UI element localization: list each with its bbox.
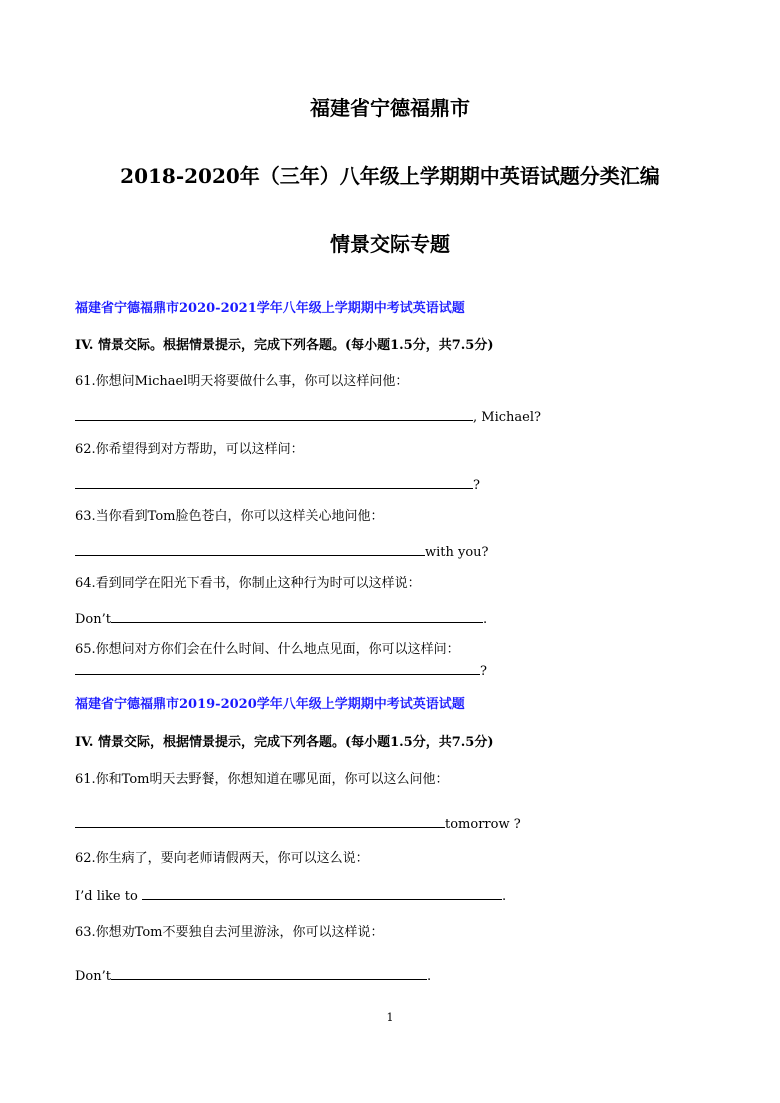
s1-q64-blank[interactable] xyxy=(111,609,483,623)
s1-q65-blank[interactable] xyxy=(75,661,480,675)
s1-q65-answer-line xyxy=(75,661,487,681)
s1-q62-answer-line xyxy=(75,475,480,495)
s2-q62-suffix: . xyxy=(501,889,507,904)
s2-q61-blank[interactable] xyxy=(75,814,445,828)
s2-q63-answer-line xyxy=(75,966,431,986)
s1-q64-prompt: 64.看到同学在阳光下看书，你制止这种行为时可以这样说： xyxy=(75,576,421,591)
s2-q63-prefix: Don’t xyxy=(75,969,111,984)
s2-q62-prefix: I’d like to xyxy=(75,889,142,904)
s2-q63-suffix: . xyxy=(426,969,432,984)
s2-q61-suffix: tomorrow ? xyxy=(445,817,521,832)
s1-q61-blank[interactable] xyxy=(75,407,473,421)
s1-q61-prompt: 61.你想问Michael明天将要做什么事，你可以这样问他： xyxy=(75,374,409,389)
s1-q64-suffix: . xyxy=(482,612,488,627)
s1-q62-blank[interactable] xyxy=(75,475,473,489)
s1-q61-suffix: , Michael? xyxy=(473,410,541,425)
s1-q63-answer-line xyxy=(75,542,489,562)
s2-q63-prompt: 63.你想劝Tom不要独自去河里游泳，你可以这样说： xyxy=(75,925,384,940)
section-1-instruction: IV. 情景交际。根据情景提示，完成下列各题。(每小题1.5分，共7.5分) xyxy=(75,338,494,353)
s1-q65-prompt: 65.你想问对方你们会在什么时间、什么地点见面，你可以这样问： xyxy=(75,642,460,657)
page-number: 1 xyxy=(386,1011,394,1024)
s2-q62-blank[interactable] xyxy=(142,886,502,900)
section-2-instruction: IV. 情景交际，根据情景提示，完成下列各题。(每小题1.5分，共7.5分) xyxy=(75,735,494,750)
s2-q63-blank[interactable] xyxy=(111,966,427,980)
s1-q62-suffix: ? xyxy=(473,478,480,493)
section-1-title: 福建省宁德福鼎市2020-2021学年八年级上学期期中考试英语试题 xyxy=(75,301,465,316)
s2-q61-prompt: 61.你和Tom明天去野餐，你想知道在哪见面，你可以这么问他： xyxy=(75,772,449,787)
s1-q61-answer-line xyxy=(75,407,541,427)
s2-q62-answer-line xyxy=(75,886,506,906)
s1-q64-answer-line xyxy=(75,609,487,629)
s2-q61-answer-line xyxy=(75,814,521,834)
s1-q63-prompt: 63.当你看到Tom脸色苍白，你可以这样关心地问他： xyxy=(75,509,384,524)
s1-q62-prompt: 62.你希望得到对方帮助，可以这样问： xyxy=(75,442,304,457)
s1-q65-suffix: ? xyxy=(480,664,487,679)
s1-q64-prefix: Don’t xyxy=(75,612,111,627)
s1-q63-suffix: with you? xyxy=(425,545,489,560)
title-line-2: 2018-2020年（三年）八年级上学期期中英语试题分类汇编 xyxy=(120,164,660,188)
s2-q62-prompt: 62.你生病了，要向老师请假两天，你可以这么说： xyxy=(75,851,369,866)
title-line-3: 情景交际专题 xyxy=(330,232,450,256)
title-line-1: 福建省宁德福鼎市 xyxy=(310,96,470,120)
s1-q63-blank[interactable] xyxy=(75,542,425,556)
section-2-title: 福建省宁德福鼎市2019-2020学年八年级上学期期中考试英语试题 xyxy=(75,697,465,712)
